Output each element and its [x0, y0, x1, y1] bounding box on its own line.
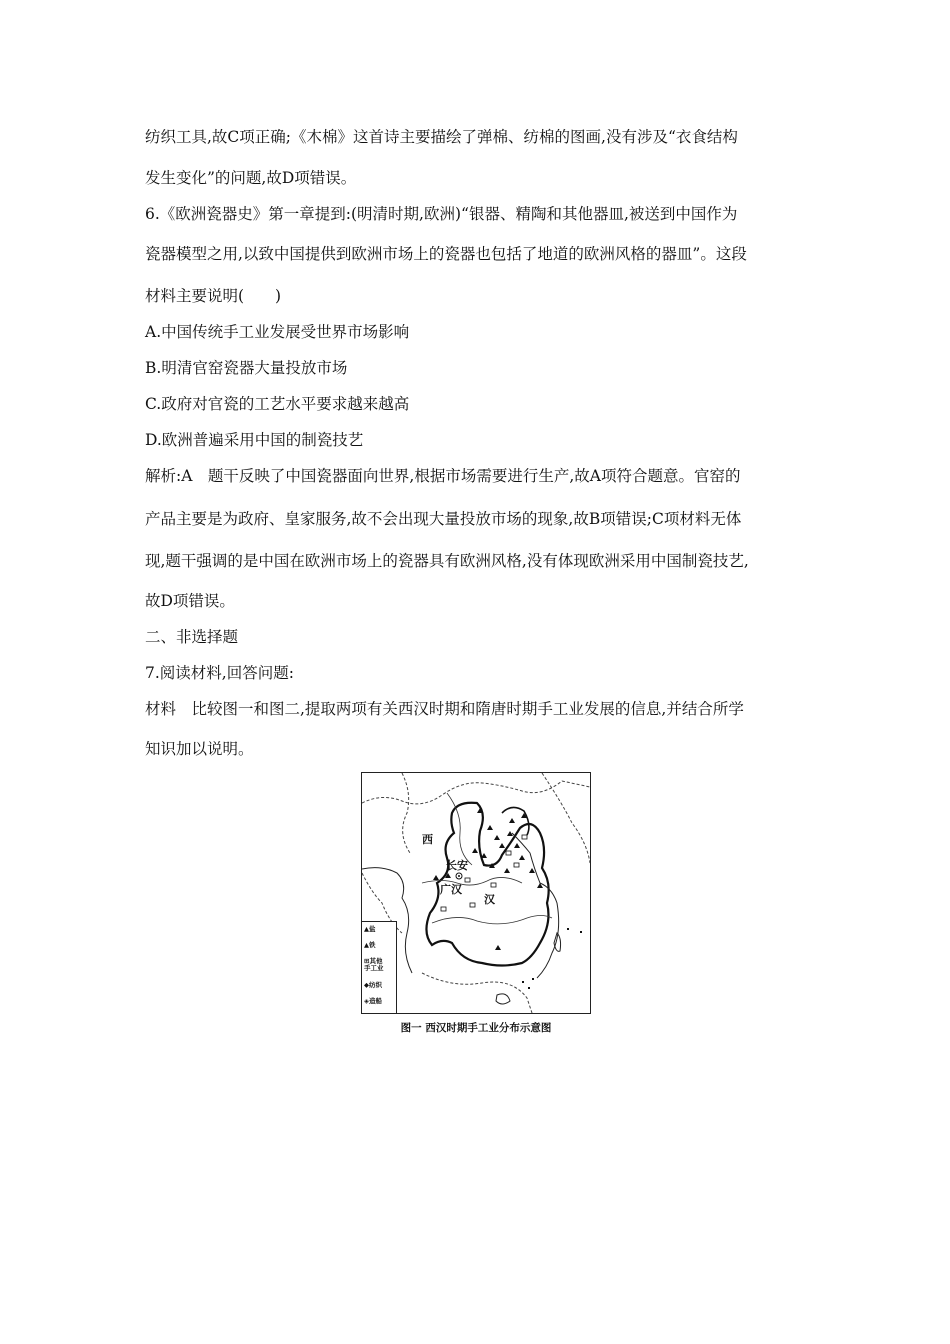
paragraph-line: 瓷器模型之用,以致中国提供到欧洲市场上的瓷器也包括了地道的欧洲风格的器皿”。这段 [145, 245, 747, 263]
paragraph-line: 纺织工具,故C项正确;《木棉》这首诗主要描绘了弹棉、纺棉的图画,没有涉及“衣食结构 [145, 128, 738, 146]
legend-textile: ◆纺织 [364, 981, 382, 989]
legend-iron: ▲铁 [364, 941, 376, 949]
question-6-line: 6.《欧洲瓷器史》第一章提到:(明清时期,欧洲)“银器、精陶和其他器皿,被送到中国作为 [145, 205, 738, 223]
material-line: 材料 比较图一和图二,提取两项有关西汉时期和隋唐时期手工业发展的信息,并结合所学 [145, 700, 744, 718]
paragraph-line: 发生变化”的问题,故D项错误。 [145, 169, 357, 187]
iron-icon: ▲ [364, 941, 369, 949]
paragraph-line: 产品主要是为政府、皇家服务,故不会出现大量投放市场的现象,故B项错误;C项材料无体 [145, 510, 742, 528]
legend-shipbuilding: ◈造船 [364, 997, 382, 1005]
ship-icon: ◈ [364, 997, 369, 1005]
map-label-han: 汉 [484, 893, 495, 906]
paragraph-line: 现,题干强调的是中国在欧洲市场上的瓷器具有欧洲风格,没有体现欧洲采用中国制瓷技艺, [145, 552, 749, 570]
paragraph-line: 知识加以说明。 [145, 740, 254, 758]
legend-other-industry: ⊞其他 手工业 [364, 957, 384, 972]
map-label-changan: 长安 [446, 859, 468, 872]
map-figure [361, 772, 591, 1014]
question-7-line: 7.阅读材料,回答问题: [145, 664, 294, 682]
option-b: B.明清官窑瓷器大量投放市场 [145, 359, 348, 377]
option-d: D.欧洲普遍采用中国的制瓷技艺 [145, 431, 364, 449]
textile-icon: ◆ [364, 981, 369, 989]
square-icon: ⊞ [364, 957, 370, 965]
figure-caption: 图一 西汉时期手工业分布示意图 [400, 1022, 552, 1034]
map-label-guanghan: 广汉 [440, 883, 462, 896]
legend-salt: ▲盐 [364, 925, 376, 933]
option-a: A.中国传统手工业发展受世界市场影响 [145, 323, 410, 341]
map-frame [361, 772, 591, 1014]
paragraph-line: 材料主要说明( ) [145, 287, 282, 305]
map-label-xi: 西 [422, 833, 433, 846]
paragraph-line: 故D项错误。 [145, 592, 235, 610]
option-c: C.政府对官瓷的工艺水平要求越来越高 [145, 395, 410, 413]
salt-icon: ▲ [364, 925, 369, 933]
section-heading: 二、非选择题 [145, 628, 239, 646]
analysis-line: 解析:A 题干反映了中国瓷器面向世界,根据市场需要进行生产,故A项符合题意。官窑的 [145, 467, 741, 485]
map-legend [362, 921, 397, 1014]
